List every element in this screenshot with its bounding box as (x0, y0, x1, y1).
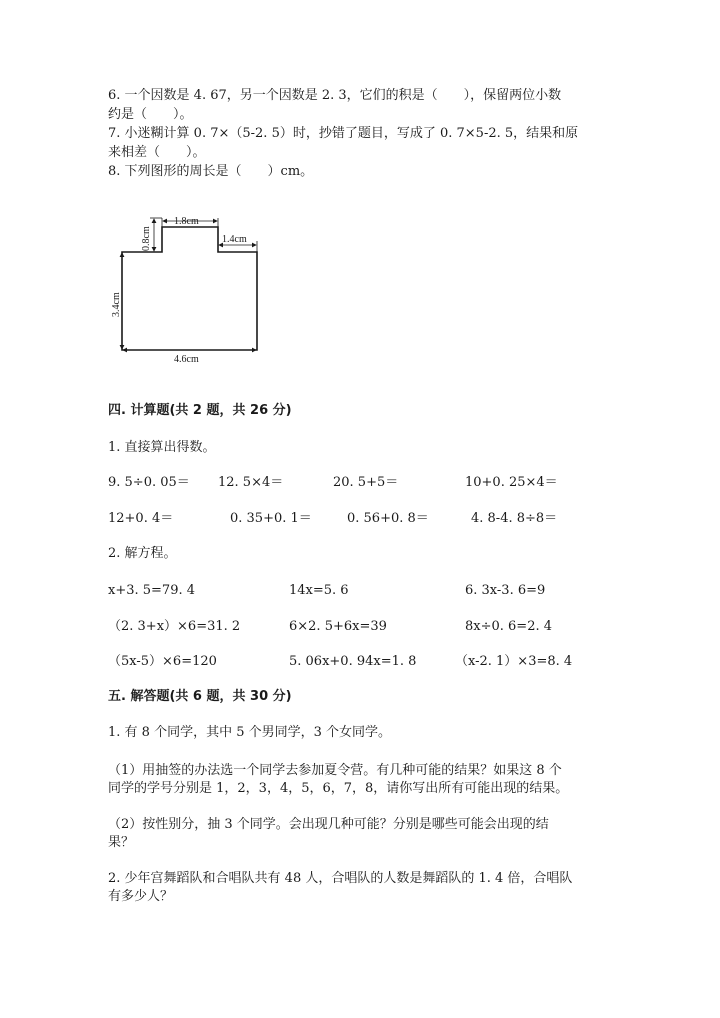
equation-item: （5x-5）×6=120 (108, 654, 217, 669)
equation-item: （2. 3+x）×6=31. 2 (108, 619, 241, 634)
section-5-q2-line-1: 2. 少年宫舞蹈队和合唱队共有 48 人，合唱队的人数是舞蹈队的 1. 4 倍，合唱队 (108, 871, 573, 886)
section-5-q1: 1. 有 8 个同学，其中 5 个男同学，3 个女同学。 (108, 725, 392, 740)
dimension-top-label: 1.8cm (174, 216, 199, 227)
section-4-title: 四. 计算题(共 2 题，共 26 分) (108, 403, 292, 418)
section-4-q1-title: 1. 直接算出得数。 (108, 440, 216, 455)
question-8: 8. 下列图形的周长是（ ）cm。 (108, 164, 314, 179)
section-5-q1-part2-line-1: （2）按性别分，抽 3 个同学。会出现几种可能？分别是哪些可能会出现的结 (108, 817, 549, 832)
dimension-left-label: 3.4cm (111, 292, 122, 317)
equation-item: 6. 3x-3. 6=9 (465, 583, 546, 598)
calc-item: 4. 8-4. 8÷8＝ (471, 511, 558, 526)
calc-item: 10+0. 25×4＝ (465, 475, 558, 490)
dimension-bottom-label: 4.6cm (174, 354, 199, 365)
equation-item: 8x÷0. 6=2. 4 (465, 619, 553, 634)
section-5-q2-line-2: 有多少人？ (108, 889, 174, 904)
question-6-line-2: 约是（ ）。 (108, 107, 193, 122)
section-4-q2-title: 2. 解方程。 (108, 546, 177, 561)
dimension-small-label: 0.8cm (141, 226, 152, 251)
dimension-right-label: 1.4cm (222, 234, 247, 245)
calc-item: 12+0. 4＝ (108, 511, 174, 526)
equation-item: 6×2. 5+6x=39 (289, 619, 387, 634)
question-7-line-2: 来相差（ ）。 (108, 145, 206, 160)
section-5-q1-part1-line-2: 同学的学号分别是 1，2，3，4，5，6，7，8，请你写出所有可能出现的结果。 (108, 781, 569, 796)
section-5-q1-part2-line-2: 果？ (108, 835, 135, 850)
question-6-line-1: 6. 一个因数是 4. 67，另一个因数是 2. 3，它们的积是（ ），保留两位小数 (108, 88, 562, 103)
equation-item: （x-2. 1）×3=8. 4 (455, 654, 573, 669)
perimeter-figure (100, 205, 270, 370)
calc-item: 12. 5×4＝ (218, 475, 284, 490)
equation-item: 14x=5. 6 (289, 583, 349, 598)
calc-item: 0. 35+0. 1＝ (230, 511, 312, 526)
question-7-line-1: 7. 小迷糊计算 0. 7×（5-2. 5）时，抄错了题目，写成了 0. 7×5-2. 5，结果和原 (108, 126, 579, 141)
calc-item: 9. 5÷0. 05＝ (108, 475, 190, 490)
section-5-q1-part1-line-1: （1）用抽签的办法选一个同学去参加夏令营。有几种可能的结果？如果这 8 个 (108, 763, 562, 778)
section-5-title: 五. 解答题(共 6 题，共 30 分) (108, 689, 292, 704)
equation-item: 5. 06x+0. 94x=1. 8 (289, 654, 417, 669)
equation-item: x+3. 5=79. 4 (108, 583, 196, 598)
calc-item: 0. 56+0. 8＝ (347, 511, 429, 526)
calc-item: 20. 5+5＝ (333, 475, 399, 490)
